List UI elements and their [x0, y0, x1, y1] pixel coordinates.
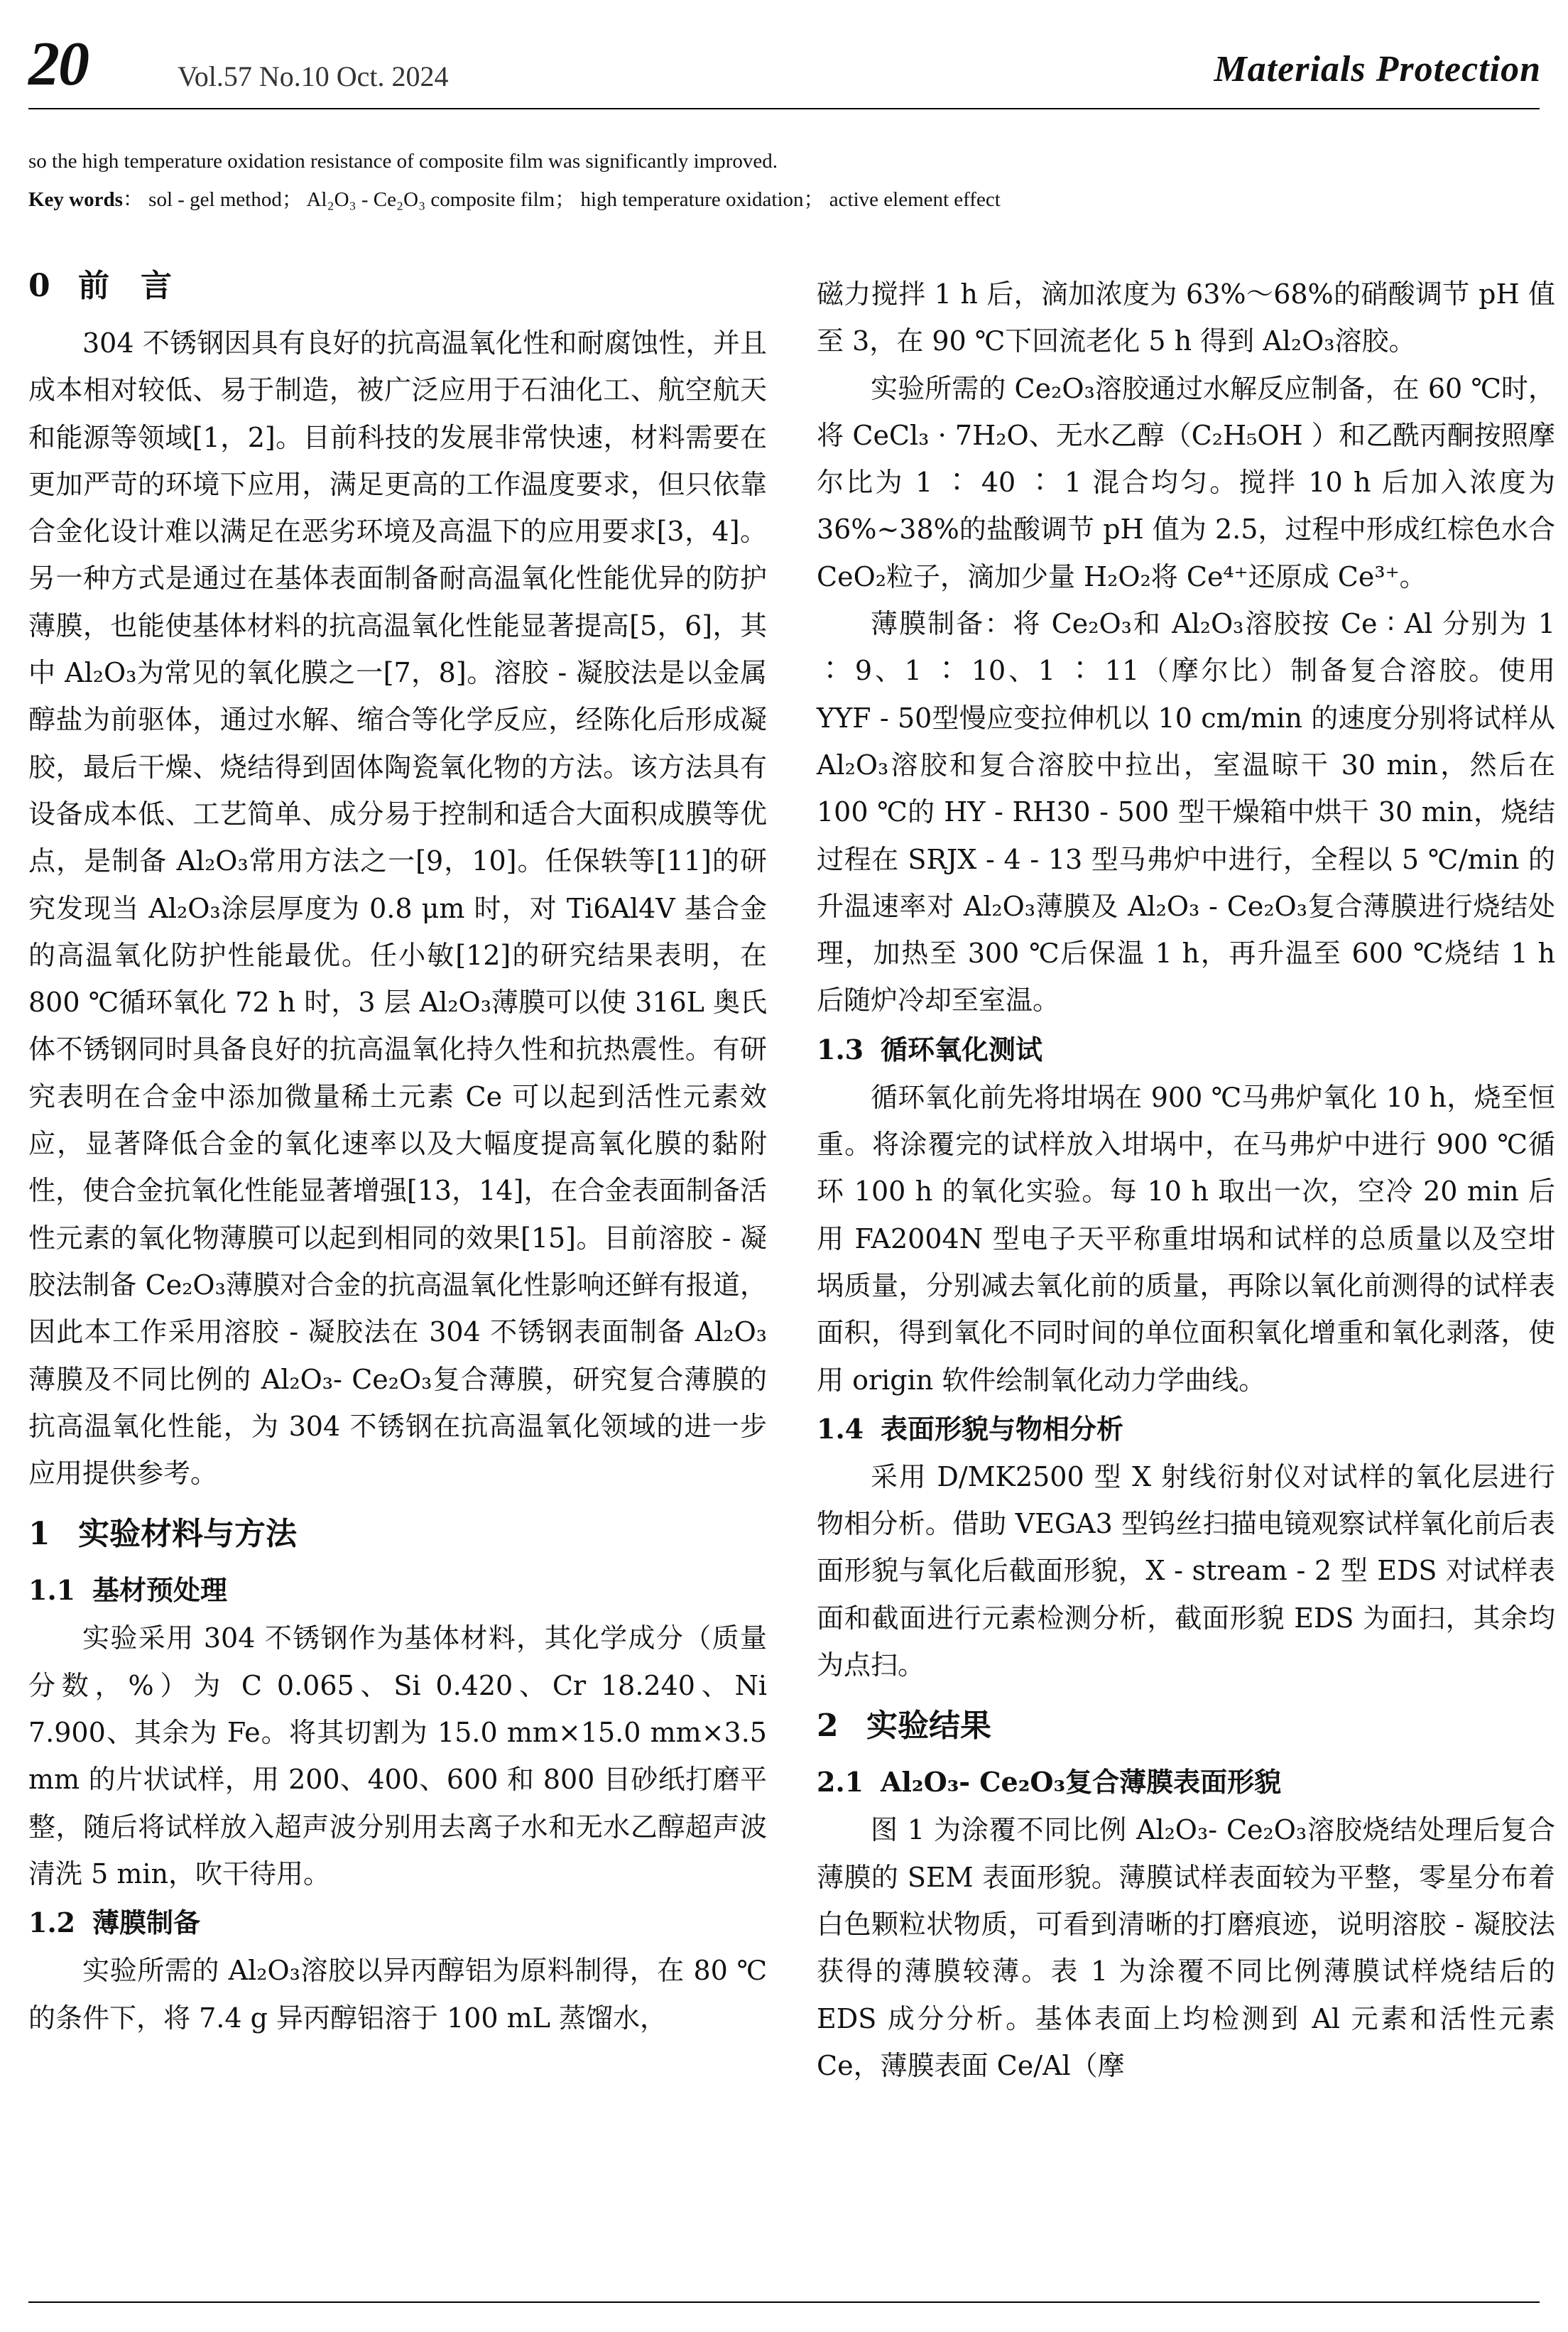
ce-sol-paragraph: 实验所需的 Ce₂O₃溶胶通过水解反应制备，在 60 ℃时，将 CeCl₃ · 7H₂O、无水乙醇（C₂H₅OH ）和乙酰丙酮按照摩尔比为 1 ∶ 40 ∶ 1 混合均匀。搅拌 10 h 后加入浓度为 36%~38%的盐酸调节 pH 值为 2.5，过程中形成红棕色水合 CeO₂粒子，滴加少量 H₂O₂将 Ce⁴⁺还原成 Ce³⁺。: [817, 372, 1555, 592]
film-prep-paragraph-a: 实验所需的 Al₂O₃溶胶以异丙醇铝为原料制得，在 80 ℃的条件下，将 7.4 g 异丙醇铝溶于 100 mL 蒸馏水，: [28, 1955, 767, 2034]
abstract-last-line: so the high temperature oxidation resistance of composite film was significantly improved.: [28, 150, 778, 173]
subsection-heading-1-4: 1.4 表面形貌与物相分析: [817, 1412, 1124, 1445]
section-heading-0: 0 前 言: [28, 268, 172, 304]
oxidation-test-paragraph: 循环氧化前先将坩埚在 900 ℃马弗炉氧化 10 h，烧至恒重。将涂覆完的试样放入坩埚中，在马弗炉中进行 900 ℃循环 100 h 的氧化实验。每 10 h 取出一次，空冷 20 min 后用 FA2004N 型电子天平称重坩埚和试样的总质量以及空坩埚质量，分别减去氧化前的质量，再除以氧化前测得的试样表面积，得到氧化不同时间的单位面积氧化增重和氧化剥落，使用 origin 软件绘制氧化动力学曲线。: [817, 1081, 1555, 1396]
subsection-heading-1-2: 1.2 薄膜制备: [28, 1907, 201, 1939]
substrate-paragraph: 实验采用 304 不锈钢作为基体材料，其化学成分（质量分数，%）为 C 0.065、Si 0.420、Cr 18.240、Ni 7.900、其余为 Fe。将其切割为 15.0 mm×15.0 mm×3.5 mm 的片状试样，用 200、400、600 和 800 目砂纸打磨平整，随后将试样放入超声波分别用去离子水和无水乙醇超声波清洗 5 min，吹干待用。: [28, 1622, 767, 1889]
header-rule: [28, 108, 1540, 109]
right-column: [817, 271, 1555, 2089]
film-prep-paragraph-b: 磁力搅拌 1 h 后，滴加浓度为 63%～68%的硝酸调节 pH 值至 3，在 90 ℃下回流老化 5 h 得到 Al₂O₃溶胶。: [817, 278, 1555, 357]
film-coating-paragraph: 薄膜制备：将 Ce₂O₃和 Al₂O₃溶胶按 Ce ∶ Al 分别为 1 ∶ 9、1 ∶ 10、1 ∶ 11（摩尔比）制备复合溶胶。使用 YYF - 50型慢应变拉伸机以 10 cm/min 的速度分别将试样从 Al₂O₃溶胶和复合溶胶中拉出，室温晾干 30 min，然后在 100 ℃的 HY - RH30 - 500 型干燥箱中烘干 30 min，烧结过程在 SRJX - 4 - 13 型马弗炉中进行，全程以 5 ℃/min 的升温速率对 Al₂O₃薄膜及 Al₂O₃ - Ce₂O₃复合薄膜进行烧结处理，加热至 300 ℃后保温 1 h，再升温至 600 ℃烧结 1 h 后随炉冷却至室温。: [817, 608, 1555, 1016]
footer-rule: [28, 2301, 1540, 2303]
page-number: 20: [28, 30, 88, 99]
section-heading-1: 1 实验材料与方法: [28, 1516, 297, 1553]
morphology-paragraph: 图 1 为涂覆不同比例 Al₂O₃- Ce₂O₃溶胶烧结处理后复合薄膜的 SEM 表面形貌。薄膜试样表面较为平整，零星分布着白色颗粒状物质，可看到清晰的打磨痕迹，说明溶胶 - 凝胶法获得的薄膜较薄。表 1 为涂覆不同比例薄膜试样烧结后的 EDS 成分分析。基体表面上均检测到 Al 元素和活性元素 Ce，薄膜表面 Ce/Al（摩: [817, 1814, 1555, 2081]
journal-name: Materials Protection: [1214, 49, 1541, 90]
analysis-paragraph: 采用 D/MK2500 型 X 射线衍射仪对试样的氧化层进行物相分析。借助 VEGA3 型钨丝扫描电镜观察试样氧化前后表面形貌与氧化后截面形貌，X - stream - 2 型 EDS 对试样表面和截面进行元素检测分析，截面形貌 EDS 为面扫，其余均为点扫。: [817, 1460, 1555, 1681]
keywords-text: ： sol - gel method； Al₂O₃ - Ce₂O₃ composite film； high temperature oxidation； active element effect: [122, 188, 1001, 211]
subsection-heading-1-3: 1.3 循环氧化测试: [817, 1033, 1043, 1065]
keywords-line: [28, 180, 1541, 219]
subsection-heading-2-1: 2.1 Al₂O₃- Ce₂O₃复合薄膜表面形貌: [817, 1766, 1282, 1799]
abstract-tail: [28, 142, 1541, 219]
intro-paragraph: 304 不锈钢因具有良好的抗高温氧化性和耐腐蚀性，并且成本相对较低、易于制造，被广泛应用于石油化工、航空航天和能源等领域[1，2]。目前科技的发展非常快速，材料需要在更加严苛的环境下应用，满足更高的工作温度要求，但只依靠合金化设计难以满足在恶劣环境及高温下的应用要求[3，4]。另一种方式是通过在基体表面制备耐高温氧化性能优异的防护薄膜，也能使基体材料的抗高温氧化性能显著提高[5，6]，其中 Al₂O₃为常见的氧化膜之一[7，8]。溶胶 - 凝胶法是以金属醇盐为前驱体，通过水解、缩合等化学反应，经陈化后形成凝胶，最后干燥、烧结得到固体陶瓷氧化物的方法。该方法具有设备成本低、工艺简单、成分易于控制和适合大面积成膜等优点，是制备 Al₂O₃常用方法之一[9，10]。任保轶等[11]的研究发现当 Al₂O₃涂层厚度为 0.8 μm 时，对 Ti6Al4V 基合金的高温氧化防护性能最优。任小敏[12]的研究结果表明，在 800 ℃循环氧化 72 h 时，3 层 Al₂O₃薄膜可以使 316L 奥氏体不锈钢同时具备良好的抗高温氧化持久性和抗热震性。有研究表明在合金中添加微量稀土元素 Ce 可以起到活性元素效应，显著降低合金的氧化速率以及大幅度提高氧化膜的黏附性，使合金抗氧化性能显著增强[13，14]，在合金表面制备活性元素的氧化物薄膜可以起到相同的效果[15]。目前溶胶 - 凝胶法制备 Ce₂O₃薄膜对合金的抗高温氧化性影响还鲜有报道，因此本工作采用溶胶 - 凝胶法在 304 不锈钢表面制备 Al₂O₃薄膜及不同比例的 Al₂O₃- Ce₂O₃复合薄膜，研究复合薄膜的抗高温氧化性能，为 304 不锈钢在抗高温氧化领域的进一步应用提供参考。: [28, 327, 767, 1490]
keywords-label: Key words: [28, 188, 123, 211]
volume-info: Vol.57 No.10 Oct. 2024: [178, 60, 449, 92]
subsection-heading-1-1: 1.1 基材预处理: [28, 1574, 228, 1607]
section-heading-2: 2 实验结果: [817, 1708, 991, 1745]
running-header: [28, 30, 1541, 99]
left-column: [28, 263, 767, 2041]
